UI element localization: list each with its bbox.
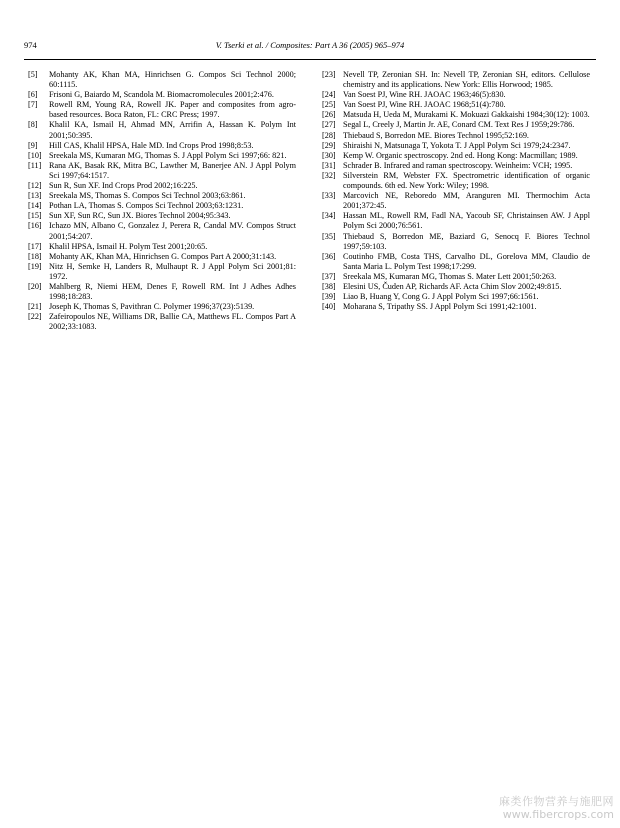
- reference-text: Pothan LA, Thomas S. Compos Sci Technol 2003;63:1231.: [49, 201, 244, 211]
- reference-number: [9]: [28, 140, 38, 150]
- references-right-column: [318, 70, 590, 312]
- reference-text: Schrader B. Infrared and raman spectroscopy. Weinheim: VCH; 1995.: [343, 160, 573, 170]
- reference-text: Ichazo MN, Albano C, Gonzalez J, Perera R, Candal MV. Compos Struct 2001;54:207.: [49, 221, 296, 241]
- reference-text: Shiraishi N, Matsunaga T, Yokota T. J Appl Polym Sci 1979;24:2347.: [343, 140, 571, 150]
- watermark-url: www.fibercrops.com: [502, 808, 614, 821]
- reference-number: [25]: [322, 100, 336, 110]
- reference-number: [5]: [28, 70, 38, 79]
- reference-text: Sreekala MS, Kumaran MG, Thomas S. J Appl Polym Sci 1997;66: 821.: [49, 150, 287, 160]
- reference-entry: [24, 100, 296, 120]
- reference-number: [13]: [28, 191, 42, 201]
- running-header: V. Tserki et al. / Composites: Part A 36 (2005) 965–974: [215, 40, 405, 50]
- reference-text: Matsuda H, Ueda M, Murakami K. Mokuazi Gakkaishi 1984;30(12): 1003.: [343, 110, 590, 120]
- reference-text: Thiebaud S, Borredon ME, Baziard G, Senocq F. Biores Technol 1997;59:103.: [343, 231, 590, 251]
- reference-text: Hassan ML, Rowell RM, Fadl NA, Yacoub SF, Christainsen AW. J Appl Polym Sci 2000;76:561.: [343, 211, 590, 231]
- reference-text: Zafeiropoulos NE, Williams DR, Ballie CA, Matthews FL. Compos Part A 2002;33:1083.: [49, 312, 296, 332]
- reference-entry: [318, 272, 590, 282]
- reference-text: Hill CAS, Khalil HPSA, Hale MD. Ind Crops Prod 1998;8:53.: [49, 140, 254, 150]
- references-left-column: [24, 70, 296, 332]
- reference-entry: [318, 131, 590, 141]
- reference-text: Coutinho FMB, Costa THS, Carvalho DL, Gorelova MM, Claudio de Santa Maria L. Polym Test 1998;17:299.: [343, 251, 590, 271]
- reference-entry: [24, 252, 296, 262]
- reference-number: [20]: [28, 281, 42, 291]
- reference-text: Rana AK, Basak RK, Mitra BC, Lawther M, Banerjee AN. J Appl Polym Sci 1997;64:1517.: [49, 160, 296, 180]
- reference-number: [34]: [322, 211, 336, 221]
- reference-text: Marcovich NE, Reboredo MM, Aranguren MI. Thermochim Acta 2001;372:45.: [343, 191, 590, 211]
- reference-entry: [24, 282, 296, 302]
- reference-text: Moharana S, Tripathy SS. J Appl Polym Sci 1991;42:1001.: [343, 302, 537, 312]
- reference-number: [18]: [28, 251, 42, 261]
- reference-entry: [318, 151, 590, 161]
- reference-number: [27]: [322, 120, 336, 130]
- reference-entry: [24, 242, 296, 252]
- reference-number: [31]: [322, 160, 336, 170]
- header-rule: [24, 59, 596, 60]
- reference-entry: [318, 110, 590, 120]
- reference-entry: [24, 70, 296, 90]
- reference-text: Joseph K, Thomas S, Pavithran C. Polymer 1996;37(23):5139.: [49, 302, 255, 312]
- reference-entry: [24, 211, 296, 221]
- reference-entry: [318, 252, 590, 272]
- reference-entry: [24, 181, 296, 191]
- reference-number: [7]: [28, 100, 38, 110]
- reference-entry: [318, 191, 590, 211]
- reference-text: Van Soest PJ, Wine RH. JAOAC 1963;46(5):830.: [343, 90, 506, 100]
- reference-entry: [24, 151, 296, 161]
- reference-entry: [318, 302, 590, 312]
- reference-number: [39]: [322, 292, 336, 302]
- reference-number: [24]: [322, 90, 336, 100]
- reference-entry: [318, 232, 590, 252]
- reference-text: Nitz H, Semke H, Landers R, Mulhaupt R. J Appl Polym Sci 2001;81: 1972.: [49, 261, 296, 281]
- reference-text: Sreekala MS, Thomas S. Compos Sci Technol 2003;63:861.: [49, 191, 246, 201]
- reference-entry: [24, 302, 296, 312]
- reference-entry: [318, 70, 590, 90]
- reference-text: Khalil KA, Ismail H, Ahmad MN, Arrifin A, Hassan K. Polym Int 2001;50:395.: [49, 120, 296, 140]
- reference-entry: [24, 161, 296, 181]
- reference-text: Rowell RM, Young RA, Rowell JK. Paper and composites from agro-based resources. Boca Raton, FL: CRC Press; 1997.: [49, 100, 296, 120]
- reference-entry: [318, 211, 590, 231]
- reference-number: [32]: [322, 170, 336, 180]
- reference-text: Van Soest PJ, Wine RH. JAOAC 1968;51(4):780.: [343, 100, 506, 110]
- reference-entry: [24, 191, 296, 201]
- reference-number: [26]: [322, 110, 336, 120]
- reference-number: [11]: [28, 160, 42, 170]
- reference-entry: [24, 141, 296, 151]
- reference-entry: [318, 282, 590, 292]
- reference-entry: [318, 100, 590, 110]
- reference-number: [29]: [322, 140, 336, 150]
- reference-entry: [24, 120, 296, 140]
- reference-number: [8]: [28, 120, 38, 130]
- reference-entry: [24, 201, 296, 211]
- reference-number: [14]: [28, 201, 42, 211]
- reference-entry: [318, 141, 590, 151]
- reference-text: Segal L, Creely J, Martin Jr. AE, Conard CM. Text Res J 1959;29:786.: [343, 120, 575, 130]
- reference-text: Mahlberg R, Niemi HEM, Denes F, Rowell RM. Int J Adhes Adhes 1998;18:283.: [49, 281, 296, 302]
- reference-number: [16]: [28, 221, 42, 231]
- reference-text: Nevell TP, Zeronian SH. In: Nevell TP, Zeronian SH, editors. Cellulose chemistry and its applications. New York: Ellis Horwood; 1985.: [343, 70, 590, 90]
- reference-number: [15]: [28, 211, 42, 221]
- reference-entry: [24, 262, 296, 282]
- reference-text: Sreekala MS, Kumaran MG, Thomas S. Mater Lett 2001;50:263.: [343, 271, 557, 281]
- reference-text: Frisoni G, Baiardo M, Scandola M. Biomacromolecules 2001;2:476.: [49, 90, 274, 100]
- reference-text: Kemp W. Organic spectroscopy. 2nd ed. Hong Kong: Macmillan; 1989.: [343, 150, 578, 160]
- page-number: 974: [24, 40, 37, 50]
- reference-number: [33]: [322, 191, 336, 201]
- reference-number: [12]: [28, 181, 42, 191]
- reference-text: Mohanty AK, Khan MA, Hinrichsen G. Compos Sci Technol 2000; 60:1115.: [49, 70, 296, 90]
- reference-number: [23]: [322, 70, 336, 79]
- reference-number: [40]: [322, 302, 336, 312]
- watermark-chinese: 麻类作物营养与施肥网: [499, 795, 614, 808]
- reference-text: Silverstein RM, Webster FX. Spectrometric identification of organic compounds. 6th ed. New York: Wiley; 1998.: [343, 170, 590, 191]
- reference-entry: [318, 90, 590, 100]
- reference-entry: [24, 221, 296, 241]
- reference-number: [30]: [322, 150, 336, 160]
- reference-number: [36]: [322, 251, 336, 261]
- reference-text: Elesini US, Čuden AP, Richards AF. Acta Chim Slov 2002;49:815.: [343, 281, 562, 291]
- reference-entry: [318, 120, 590, 130]
- reference-number: [6]: [28, 90, 38, 100]
- reference-text: Thiebaud S, Borredon ME. Biores Technol 1995;52:169.: [343, 130, 529, 140]
- reference-number: [35]: [322, 231, 336, 241]
- reference-number: [21]: [28, 302, 42, 312]
- reference-entry: [318, 292, 590, 302]
- reference-text: Sun R, Sun XF. Ind Crops Prod 2002;16:225.: [49, 181, 198, 191]
- reference-number: [37]: [322, 271, 336, 281]
- reference-number: [10]: [28, 150, 42, 160]
- reference-text: Khalil HPSA, Ismail H. Polym Test 2001;20:65.: [49, 241, 208, 251]
- reference-entry: [318, 171, 590, 191]
- reference-number: [19]: [28, 261, 42, 271]
- reference-number: [17]: [28, 241, 42, 251]
- reference-entry: [318, 161, 590, 171]
- reference-number: [22]: [28, 312, 42, 322]
- reference-text: Sun XF, Sun RC, Sun JX. Biores Technol 2004;95:343.: [49, 211, 231, 221]
- reference-entry: [24, 312, 296, 332]
- reference-text: Liao B, Huang Y, Cong G. J Appl Polym Sci 1997;66:1561.: [343, 292, 539, 302]
- reference-entry: [24, 90, 296, 100]
- reference-number: [38]: [322, 281, 336, 291]
- reference-number: [28]: [322, 130, 336, 140]
- reference-text: Mohanty AK, Khan MA, Hinrichsen G. Compos Part A 2000;31:143.: [49, 251, 277, 261]
